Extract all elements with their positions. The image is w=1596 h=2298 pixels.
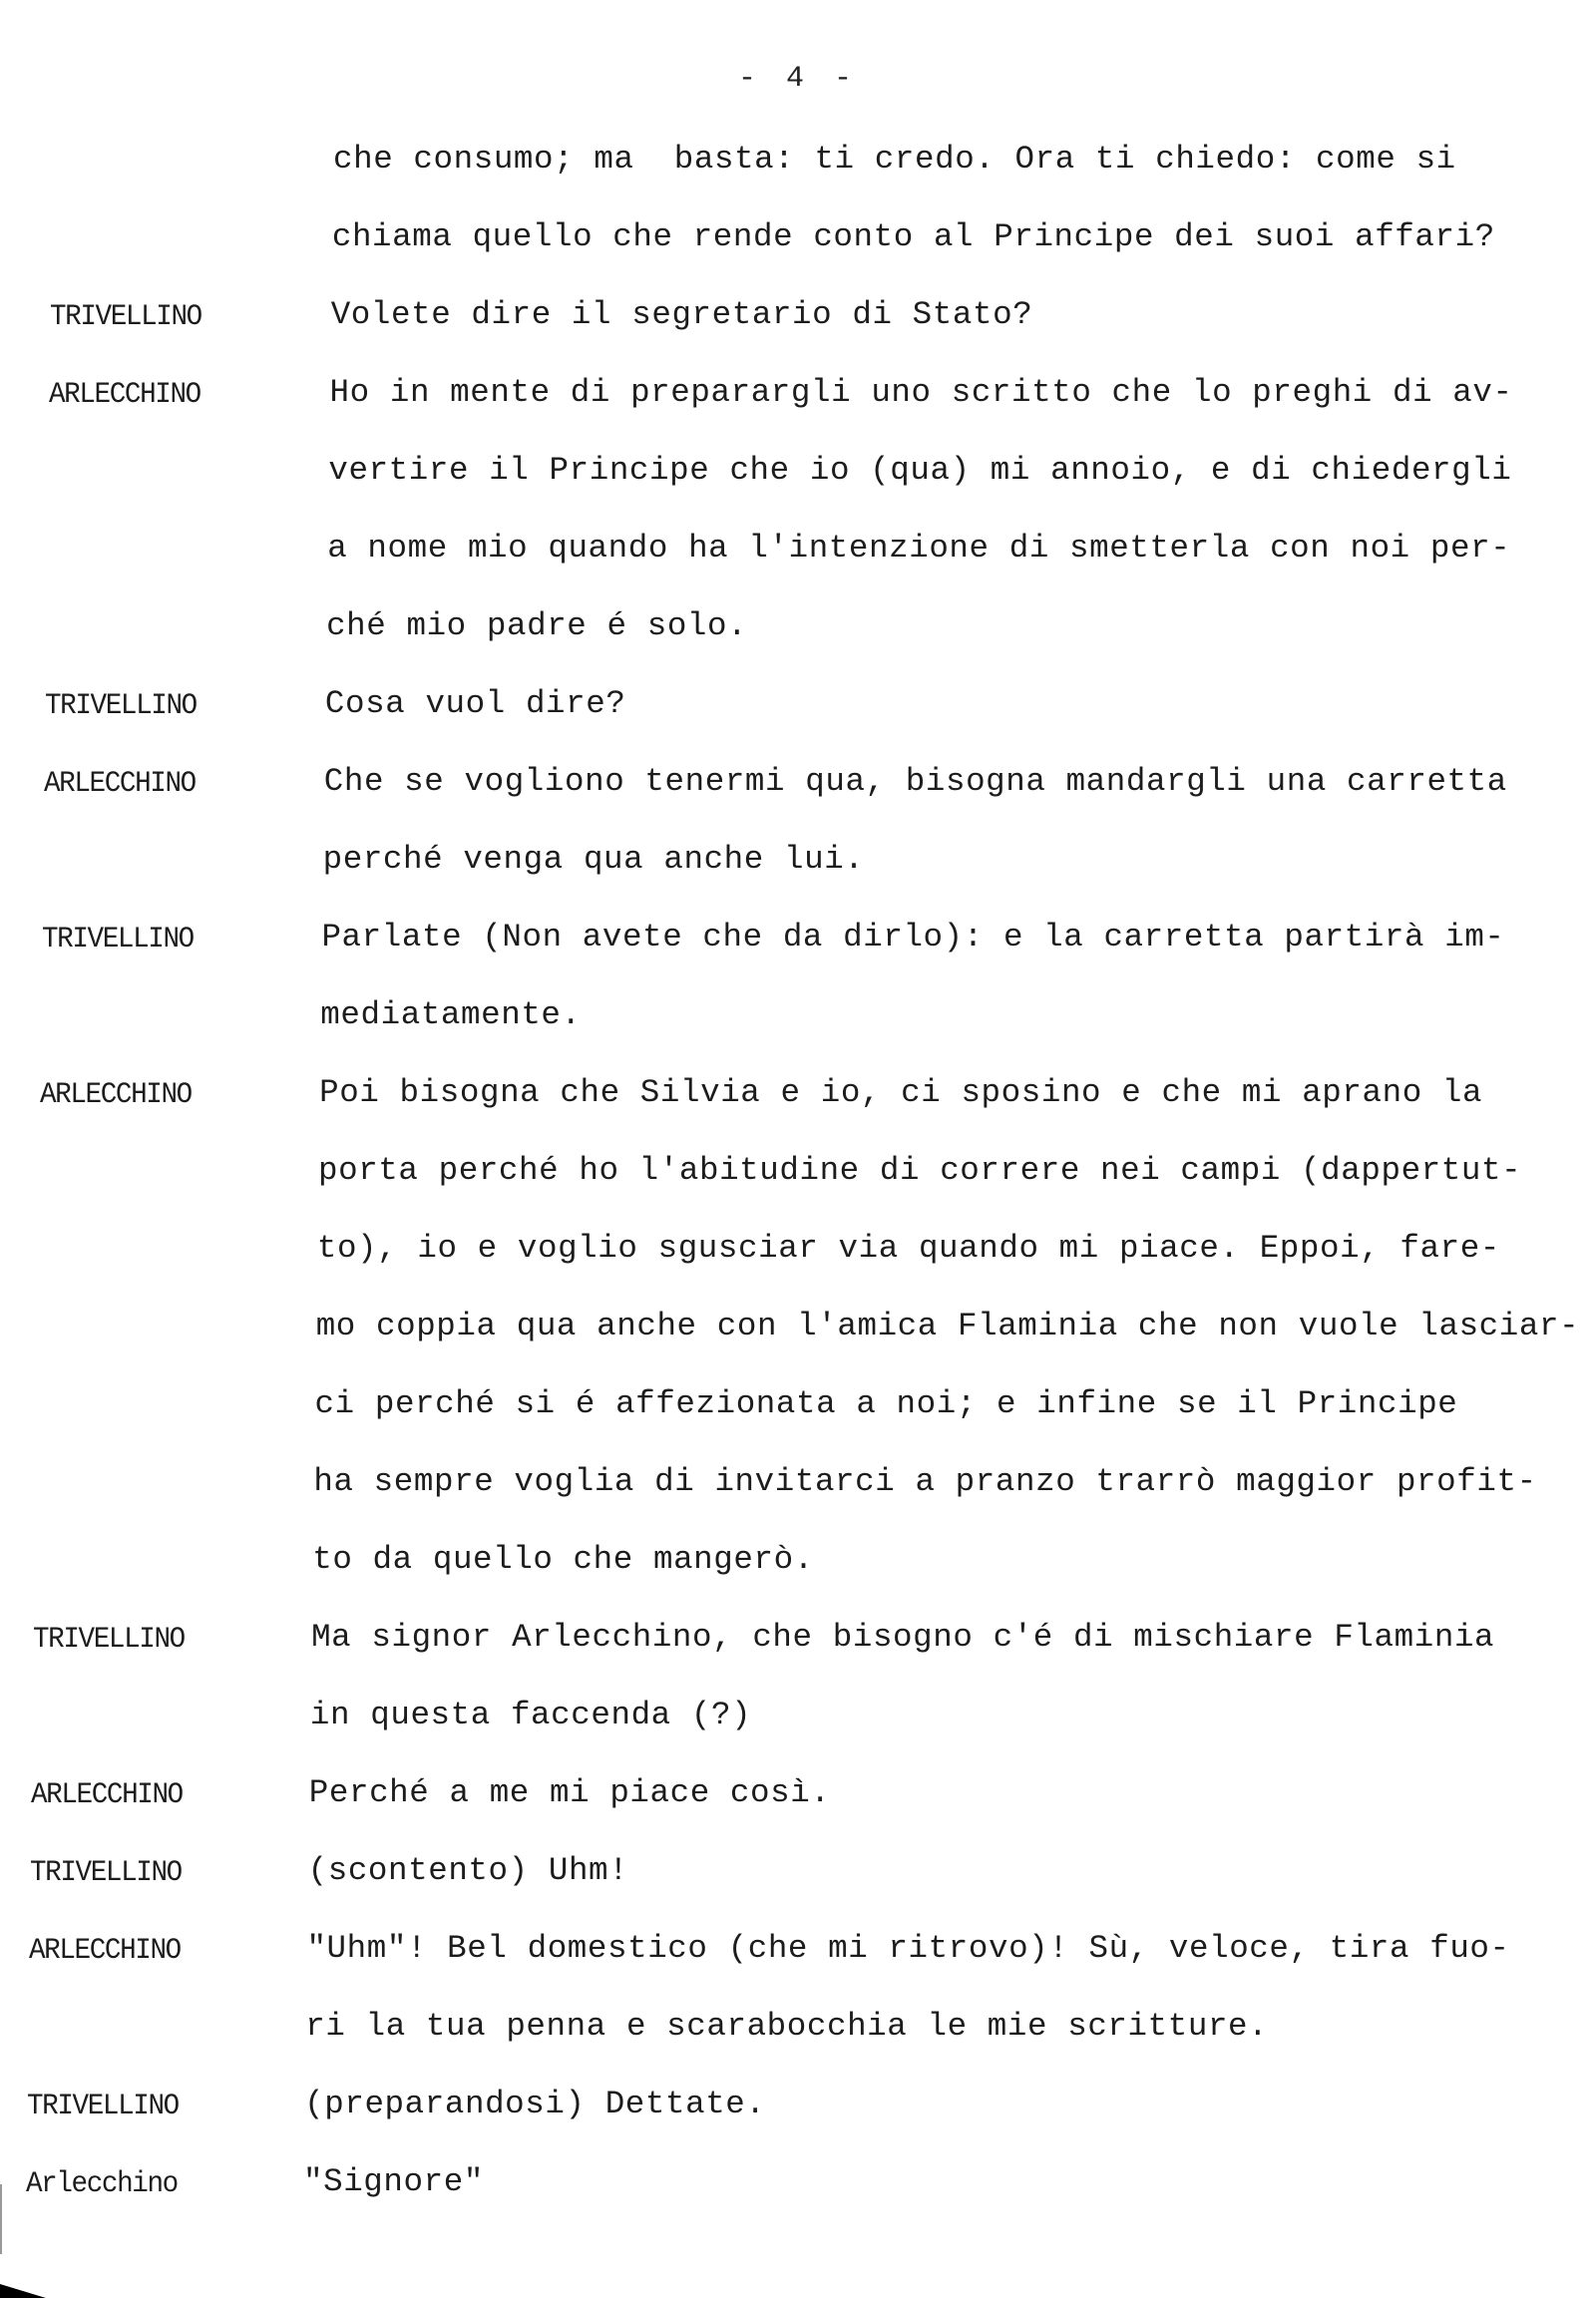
dialogue-line: ha sempre voglia di invitarci a pranzo trarrò maggior profit- [313,1463,1537,1500]
speaker-name: TRIVELLINO [50,300,201,334]
dialogue-line: Ho in mente di preparargli uno scritto che lo preghi di av- [329,374,1513,411]
dialogue-line: Ma signor Arlecchino, che bisogno c'é di mischiare Flaminia [311,1619,1495,1656]
dialogue-line: che consumo; ma basta: ti credo. Ora ti chiedo: come si [333,141,1456,178]
dialogue-line: mediatamente. [320,996,582,1033]
speaker-name: Arlecchino [26,2167,178,2201]
dialogue-line: Parlate (Non avete che da dirlo): e la carretta partirà im- [321,919,1505,956]
speaker-name: TRIVELLINO [30,1856,182,1890]
scan-corner-mark [0,2284,46,2298]
page-number: - 4 - [737,62,858,96]
dialogue-line: ri la tua penna e scarabocchia le mie scritture. [305,2008,1269,2045]
speaker-name: ARLECCHINO [44,767,196,801]
dialogue-line: mo coppia qua anche con l'amica Flaminia che non vuole lasciar- [315,1308,1580,1344]
dialogue-line: in questa faccenda (?) [309,1697,752,1733]
speaker-name: ARLECCHINO [29,1934,181,1968]
dialogue-line: ci perché si é affezionata a noi; e infine se il Principe [314,1385,1458,1422]
dialogue-line: ché mio padre é solo. [326,607,748,644]
dialogue-line: Poi bisogna che Silvia e io, ci sposino e che mi aprano la [319,1074,1483,1111]
dialogue-line: (preparandosi) Dettate. [304,2086,766,2122]
dialogue-line: Cosa vuol dire? [324,685,626,722]
dialogue-line: vertire il Principe che io (qua) mi annoio, e di chiedergli [328,452,1512,489]
dialogue-line: to), io e voglio sgusciar via quando mi piace. Eppoi, fare- [316,1230,1500,1267]
dialogue-line: "Signore" [303,2163,484,2200]
dialogue-line: to da quello che mangerò. [312,1541,814,1578]
dialogue-line: Che se vogliono tenermi qua, bisogna mandargli una carretta [323,763,1507,800]
dialogue-line: Perché a me mi piace così. [308,1774,831,1811]
speaker-name: TRIVELLINO [42,923,194,957]
speaker-name: TRIVELLINO [33,1623,185,1657]
speaker-name: ARLECCHINO [40,1078,192,1112]
dialogue-line: perché venga qua anche lui. [322,841,865,878]
dialogue-line: chiama quello che rende conto al Principe dei suoi affari? [331,218,1495,255]
speaker-name: TRIVELLINO [45,689,197,723]
dialogue-line: (scontento) Uhm! [307,1852,629,1889]
dialogue-line: porta perché ho l'abitudine di correre nei campi (dappertut- [318,1152,1522,1189]
dialogue-line: Volete dire il segretario di Stato? [330,296,1033,333]
scan-speckle [0,2184,2,2254]
dialogue-line: "Uhm"! Bel domestico (che mi ritrovo)! Sù, veloce, tira fuo- [306,1930,1510,1967]
speaker-name: TRIVELLINO [27,2090,179,2123]
speaker-name: ARLECCHINO [49,378,200,412]
speaker-name: ARLECCHINO [31,1778,183,1812]
dialogue-line: a nome mio quando ha l'intenzione di smetterla con noi per- [327,530,1511,567]
